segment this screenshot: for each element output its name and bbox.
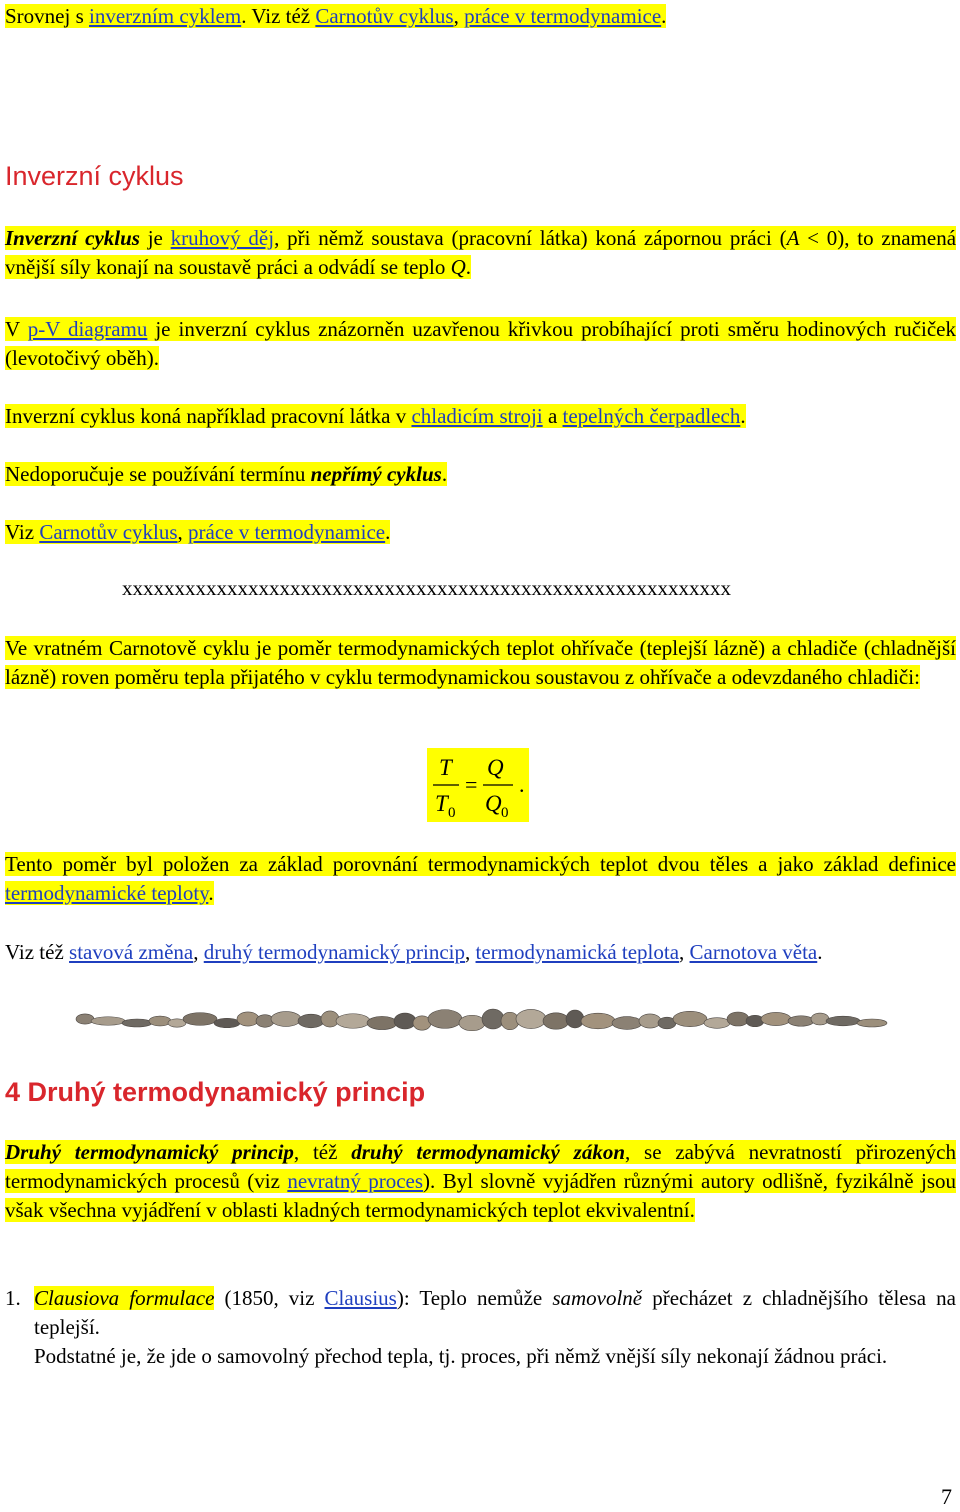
link-tepelnych-cerpadlech[interactable]: tepelných čerpadlech [562, 404, 741, 428]
text: . [441, 462, 448, 486]
heading-text: 4 Druhý termodynamický princip [5, 1077, 426, 1107]
text: ), to znamená vnější síly konají na soustavě práci a odvádí se teplo [5, 226, 957, 279]
stones-divider-image [70, 1003, 890, 1039]
text: , při němž soustava (pracovní látka) koná zápornou práci [274, 226, 772, 250]
pebble-shape [428, 1010, 462, 1029]
pebble-shape [394, 1013, 416, 1029]
term-druhy-zakon: druhý termodynamický zákon [351, 1140, 625, 1164]
pebble-shape [788, 1016, 814, 1026]
pebble-shape [271, 1012, 301, 1027]
section-heading-inverzni-cyklus [5, 160, 956, 192]
text: ( [779, 226, 787, 250]
link-clausius[interactable]: Clausius [324, 1286, 397, 1310]
pebble-shape [336, 1014, 370, 1028]
math-variable-q: Q [450, 255, 466, 279]
text: , [679, 940, 690, 964]
paragraph-second-law [5, 1138, 956, 1225]
link-termodynamicka-teplota[interactable]: termodynamická teplota [475, 940, 680, 964]
text: Ve vratném Carnotově cyklu je poměr termodynamických teplot ohřívače (teplejší lázně) a chladiče (chladnější lázně) roven poměru tepla přijatého v cyklu termodynamickou soustavou z ohřívače a odevzdaného chladiči: [5, 636, 956, 689]
link-pv-diagramu[interactable]: p-V diagramu [27, 317, 148, 341]
pebble-shape [727, 1012, 749, 1026]
text: . Viz též [241, 4, 316, 28]
pebble-shape [826, 1016, 860, 1026]
link-prace-v-termodynamice-2[interactable]: práce v termodynamice [188, 520, 386, 544]
text: Viz též [5, 940, 70, 964]
text: , [453, 4, 465, 28]
paragraph-terminology [5, 460, 956, 489]
link-nevratny-proces[interactable]: nevratný proces [287, 1169, 424, 1193]
pebble-shape [482, 1009, 504, 1029]
paragraph-definition-basis [5, 850, 956, 908]
pebble-shape [183, 1013, 217, 1026]
pebble-shape [581, 1013, 615, 1029]
link-carnotuv-cyklus-2[interactable]: Carnotův cyklus [39, 520, 178, 544]
paragraph-carnot-ratio [5, 634, 956, 692]
text: . [465, 255, 471, 279]
stones-svg [70, 1003, 890, 1039]
pebble-shape [516, 1009, 546, 1028]
link-termodynamicke-teploty[interactable]: termodynamické teploty [5, 881, 209, 905]
link-kruhovy-dej[interactable]: kruhový děj [170, 226, 275, 250]
text: , se zabývá nevratností přirozených termodynamických procesů (viz [5, 1140, 956, 1193]
heading-text: Inverzní cyklus [5, 161, 184, 191]
term-druhy-princip: Druhý termodynamický princip [5, 1140, 294, 1164]
pebble-shape [76, 1014, 94, 1024]
section-heading-druhy-princip [5, 1076, 956, 1108]
text: Nedoporučuje se používání termínu [5, 462, 311, 486]
link-stavova-zmena[interactable]: stavová změna [69, 940, 194, 964]
pebble-shape [811, 1013, 829, 1025]
text: . [740, 404, 746, 428]
pebble-shape [298, 1014, 324, 1028]
text: . [661, 4, 667, 28]
link-prace-v-termodynamice[interactable]: práce v termodynamice [464, 4, 662, 28]
text: je [139, 226, 171, 250]
text: . [385, 520, 391, 544]
term-inverzni-cyklus: Inverzní cyklus [5, 226, 140, 250]
page-number: 7 [941, 1484, 952, 1509]
pebble-shape [459, 1015, 485, 1030]
formula-den-left-sub: 0 [448, 805, 456, 821]
text: Tento poměr byl položen za základ porovnání termodynamických teplot dvou těles a jako základ definice [5, 852, 956, 876]
pebble-shape [746, 1015, 764, 1027]
pebble-shape [237, 1012, 259, 1026]
paragraph-examples [5, 402, 956, 431]
term-neprimy-cyklus: nepřímý cyklus [310, 462, 442, 486]
text: Inverzní cyklus koná například pracovní látka v [5, 404, 412, 428]
link-inverzni-cyklus[interactable]: inverzním cyklem [89, 4, 242, 28]
text: . [817, 940, 823, 964]
paragraph-pv-diagram [5, 315, 956, 373]
pebble-shape [543, 1013, 569, 1029]
formula-equals: = [465, 772, 478, 797]
text: a [542, 404, 563, 428]
link-carnotuv-cyklus[interactable]: Carnotův cyklus [315, 4, 454, 28]
link-carnotova-veta[interactable]: Carnotova věta [689, 940, 818, 964]
link-druhy-termodynamicky-princip[interactable]: druhý termodynamický princip [203, 940, 466, 964]
pebble-shape [122, 1019, 152, 1027]
text: ): Teplo nemůže [396, 1286, 553, 1310]
math-variable-a: A [786, 226, 800, 250]
text: je inverzní cyklus znázorněn uzavřenou křivkou probíhající proti směru hodinových ručiček (levotočivý oběh). [5, 317, 956, 370]
formula-den-left: T [435, 791, 448, 816]
formula-temperature-ratio [427, 748, 529, 822]
formula-svg [427, 748, 529, 822]
list-number: 1. [5, 1286, 21, 1310]
text: , [465, 940, 476, 964]
text: Podstatné je, že jde o samovolný přechod tepla, tj. proces, při němž vnější síly nekonají žádnou práci. [34, 1344, 888, 1368]
paragraph-see-also [5, 518, 956, 547]
paragraph-see-also-2 [5, 938, 956, 967]
formula-num-left: T [439, 755, 452, 780]
text: přecházet z chladnějšího tělesa na teplejší. [34, 1286, 956, 1339]
text: Srovnej s [5, 4, 89, 28]
pebble-shape [367, 1016, 397, 1029]
text: , [193, 940, 204, 964]
text: (1850, viz [214, 1286, 325, 1310]
pebble-shape [214, 1018, 240, 1028]
pebble-shape [149, 1016, 171, 1026]
text: , též [293, 1140, 352, 1164]
top-line [5, 2, 956, 31]
term-clausiova-formulace: Clausiova formulace [34, 1286, 215, 1310]
formula-dot: . [519, 772, 525, 797]
list-item-clausius [5, 1284, 956, 1371]
pebble-shape [704, 1018, 730, 1029]
pebble-shape [639, 1014, 661, 1028]
text: ). Byl slovně vyjádřen různými autory odlišně, fyzikálně jsou však všechna vyjádření v oblasti kladných termodynamických teplot ekvivalentní. [5, 1169, 956, 1222]
math-expression: < 0 [799, 226, 838, 250]
text: V [5, 317, 28, 341]
paragraph-definition [5, 224, 956, 282]
separator-line: xxxxxxxxxxxxxxxxxxxxxxxxxxxxxxxxxxxxxxxxxxxxxxxxxxxxxxxxxx [122, 576, 731, 600]
pebble-shape [673, 1011, 707, 1026]
emphasis-samovolne: samovolně [552, 1286, 643, 1310]
link-chladicim-stroji[interactable]: chladicím stroji [411, 404, 543, 428]
pebble-shape [761, 1012, 791, 1025]
pebble-shape [612, 1017, 642, 1030]
text: . [208, 881, 214, 905]
pebble-shape [857, 1019, 887, 1027]
formula-num-right: Q [487, 755, 504, 780]
formula-den-right: Q [485, 791, 502, 816]
text: , [177, 520, 189, 544]
pebble-shape [91, 1017, 125, 1026]
formula-den-right-sub: 0 [501, 805, 509, 821]
text: Viz [5, 520, 40, 544]
